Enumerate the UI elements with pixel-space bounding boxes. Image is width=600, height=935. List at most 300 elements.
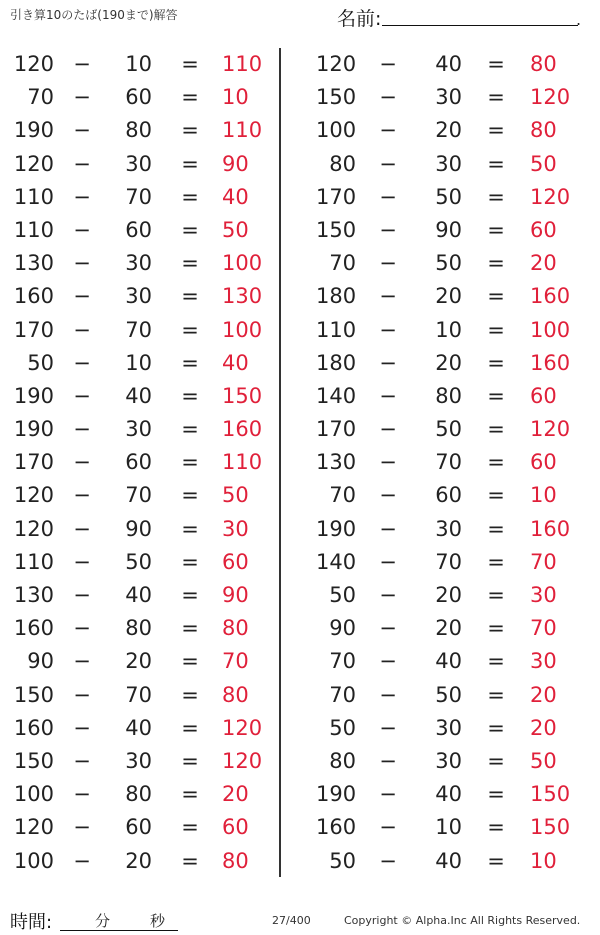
minuend: 120 [13, 815, 54, 840]
problem-row [0, 280, 279, 313]
subtrahend: 80 [435, 383, 462, 408]
minus-sign: − [73, 848, 91, 873]
minuend: 70 [329, 483, 356, 508]
answer: 160 [530, 350, 571, 375]
problem-row [0, 579, 279, 612]
subtrahend: 30 [435, 516, 462, 541]
minus-sign: − [73, 350, 91, 375]
answer: 60 [530, 450, 557, 475]
problem-row [282, 579, 600, 612]
subtrahend: 30 [125, 251, 152, 276]
subtrahend: 40 [125, 583, 152, 607]
equals-sign: = [487, 52, 505, 76]
equals-sign: = [181, 317, 199, 342]
subtrahend: 30 [125, 748, 152, 773]
answer: 80 [530, 52, 557, 76]
problem-row [0, 845, 279, 878]
problem-row [0, 745, 279, 778]
problem-row [0, 181, 279, 214]
answer: 60 [530, 217, 557, 242]
equals-sign: = [487, 151, 505, 176]
minus-sign: − [73, 583, 91, 607]
equals-sign: = [181, 350, 199, 375]
minuend: 170 [316, 184, 357, 209]
minus-sign: − [73, 815, 91, 840]
name-line [382, 25, 578, 26]
minuend: 130 [13, 583, 54, 607]
answer: 150 [222, 383, 263, 408]
subtrahend: 20 [435, 118, 462, 143]
answer: 150 [530, 782, 571, 807]
equals-sign: = [487, 682, 505, 707]
subtrahend: 50 [435, 251, 462, 276]
minuend: 120 [13, 516, 54, 541]
answer: 120 [222, 748, 263, 773]
subtrahend: 70 [125, 317, 152, 342]
subtrahend: 40 [435, 848, 462, 873]
problem-row [0, 347, 279, 380]
minus-sign: − [379, 748, 397, 773]
minus-sign: − [379, 450, 397, 475]
answer: 10 [530, 483, 557, 508]
subtrahend: 10 [125, 350, 152, 375]
equals-sign: = [181, 549, 199, 574]
minus-sign: − [73, 251, 91, 276]
minuend: 150 [13, 682, 54, 707]
minuend: 160 [13, 616, 54, 641]
subtrahend: 10 [435, 815, 462, 840]
minus-sign: − [73, 52, 91, 76]
equals-sign: = [487, 815, 505, 840]
minuend: 50 [329, 583, 356, 607]
problem-row [0, 413, 279, 446]
problem-row [282, 679, 600, 712]
name-line-dot: . [576, 10, 582, 29]
equals-sign: = [487, 450, 505, 475]
footer [0, 908, 600, 935]
problem-row [0, 48, 279, 81]
minus-sign: − [73, 516, 91, 541]
answer: 90 [222, 151, 249, 176]
problem-row [0, 778, 279, 811]
problem-row [282, 148, 600, 181]
problem-row [282, 745, 600, 778]
subtrahend: 20 [435, 583, 462, 607]
problem-row [0, 214, 279, 247]
problem-row [0, 546, 279, 579]
subtrahend: 70 [435, 450, 462, 475]
equals-sign: = [181, 516, 199, 541]
equals-sign: = [487, 848, 505, 873]
answer: 20 [530, 682, 557, 707]
subtrahend: 10 [435, 317, 462, 342]
subtrahend: 70 [435, 549, 462, 574]
minuend: 180 [316, 350, 357, 375]
problem-row [282, 778, 600, 811]
problem-row [0, 811, 279, 844]
answer: 150 [530, 815, 571, 840]
minus-sign: − [379, 251, 397, 276]
minuend: 120 [13, 52, 54, 76]
equals-sign: = [181, 217, 199, 242]
problem-row [282, 48, 600, 81]
problem-row [0, 612, 279, 645]
subtrahend: 40 [435, 649, 462, 674]
answer: 100 [222, 317, 263, 342]
minuend: 130 [316, 450, 357, 475]
minus-sign: − [379, 417, 397, 442]
equals-sign: = [487, 715, 505, 740]
minuend: 130 [13, 251, 54, 276]
minus-sign: − [73, 682, 91, 707]
answer: 110 [222, 52, 263, 76]
equals-sign: = [181, 748, 199, 773]
equals-sign: = [181, 383, 199, 408]
answer: 70 [222, 649, 249, 674]
problem-row [282, 114, 600, 147]
minuend: 150 [13, 748, 54, 773]
minus-sign: − [73, 85, 91, 110]
minus-sign: − [73, 483, 91, 508]
equals-sign: = [487, 483, 505, 508]
answer: 160 [530, 284, 571, 309]
name-label: 名前: [337, 8, 382, 30]
equals-sign: = [487, 251, 505, 276]
problem-row [282, 413, 600, 446]
equals-sign: = [181, 483, 199, 508]
minus-sign: − [379, 848, 397, 873]
subtrahend: 80 [125, 616, 152, 641]
answer: 120 [530, 184, 571, 209]
subtrahend: 20 [435, 616, 462, 641]
copyright: Copyright © Alpha.Inc All Rights Reserved. [344, 914, 581, 927]
equals-sign: = [487, 184, 505, 209]
problem-row [0, 645, 279, 678]
subtrahend: 20 [125, 649, 152, 674]
minus-sign: − [379, 284, 397, 309]
equals-sign: = [487, 284, 505, 309]
answer: 20 [530, 251, 557, 276]
answer: 60 [530, 383, 557, 408]
equals-sign: = [487, 118, 505, 143]
minus-sign: − [379, 516, 397, 541]
minuend: 110 [13, 549, 54, 574]
minus-sign: − [379, 682, 397, 707]
minuend: 190 [316, 782, 357, 807]
minuend: 160 [13, 284, 54, 309]
minuend: 70 [329, 251, 356, 276]
answer: 50 [530, 151, 557, 176]
minuend: 110 [316, 317, 357, 342]
equals-sign: = [487, 649, 505, 674]
minus-sign: − [379, 52, 397, 76]
answer: 20 [530, 715, 557, 740]
minuend: 150 [316, 217, 357, 242]
equals-sign: = [487, 583, 505, 607]
equals-sign: = [487, 516, 505, 541]
minus-sign: − [73, 782, 91, 807]
subtrahend: 60 [125, 85, 152, 110]
equals-sign: = [181, 649, 199, 674]
problem-row [282, 446, 600, 479]
problem-row [282, 612, 600, 645]
subtrahend: 50 [435, 184, 462, 209]
answer: 70 [530, 549, 557, 574]
answer: 130 [222, 284, 263, 309]
column-right [282, 48, 600, 878]
equals-sign: = [181, 85, 199, 110]
equals-sign: = [181, 815, 199, 840]
minus-sign: − [379, 317, 397, 342]
subtrahend: 30 [125, 151, 152, 176]
page-number: 27/400 [272, 914, 311, 927]
answer: 110 [222, 118, 263, 143]
minus-sign: − [73, 549, 91, 574]
subtrahend: 40 [435, 782, 462, 807]
subtrahend: 80 [125, 782, 152, 807]
subtrahend: 20 [435, 350, 462, 375]
minus-sign: − [73, 715, 91, 740]
minus-sign: − [73, 217, 91, 242]
minuend: 50 [27, 350, 54, 375]
equals-sign: = [181, 616, 199, 641]
equals-sign: = [487, 383, 505, 408]
answer: 100 [530, 317, 571, 342]
subtrahend: 30 [435, 85, 462, 110]
minuend: 190 [13, 118, 54, 143]
problem-row [282, 214, 600, 247]
answer: 80 [222, 848, 249, 873]
equals-sign: = [487, 317, 505, 342]
equals-sign: = [487, 217, 505, 242]
minuend: 70 [329, 682, 356, 707]
problem-row [282, 546, 600, 579]
equals-sign: = [181, 151, 199, 176]
minus-sign: − [73, 284, 91, 309]
minuend: 150 [316, 85, 357, 110]
minuend: 190 [13, 417, 54, 442]
equals-sign: = [487, 85, 505, 110]
minus-sign: − [73, 317, 91, 342]
subtrahend: 30 [435, 748, 462, 773]
minus-sign: − [379, 649, 397, 674]
subtrahend: 40 [435, 52, 462, 76]
minus-sign: − [73, 184, 91, 209]
subtrahend: 50 [435, 417, 462, 442]
problem-row [0, 380, 279, 413]
problem-row [0, 479, 279, 512]
minuend: 190 [316, 516, 357, 541]
answer: 50 [530, 748, 557, 773]
minus-sign: − [73, 748, 91, 773]
answer: 160 [530, 516, 571, 541]
minuend: 170 [13, 317, 54, 342]
subtrahend: 90 [125, 516, 152, 541]
minuend: 110 [13, 217, 54, 242]
minus-sign: − [379, 184, 397, 209]
subtrahend: 60 [125, 815, 152, 840]
answer: 110 [222, 450, 263, 475]
answer: 120 [530, 417, 571, 442]
equals-sign: = [181, 782, 199, 807]
answer: 70 [530, 616, 557, 641]
answer: 40 [222, 184, 249, 209]
problem-row [282, 479, 600, 512]
answer: 100 [222, 251, 263, 276]
minuend: 80 [329, 151, 356, 176]
minuend: 170 [316, 417, 357, 442]
worksheet-title: 引き算10のたば(190まで)解答 [10, 8, 178, 22]
equals-sign: = [181, 583, 199, 607]
minuend: 160 [13, 715, 54, 740]
problem-row [282, 712, 600, 745]
answer: 60 [222, 815, 249, 840]
minus-sign: − [379, 549, 397, 574]
equals-sign: = [487, 616, 505, 641]
equals-sign: = [487, 748, 505, 773]
minuend: 90 [329, 616, 356, 641]
minuend: 110 [13, 184, 54, 209]
answer: 60 [222, 549, 249, 574]
subtrahend: 90 [435, 217, 462, 242]
minuend: 120 [13, 151, 54, 176]
minus-sign: − [379, 85, 397, 110]
problem-row [282, 280, 600, 313]
problem-row [0, 247, 279, 280]
minus-sign: − [379, 483, 397, 508]
minus-sign: − [379, 151, 397, 176]
minus-sign: − [73, 151, 91, 176]
minuend: 100 [316, 118, 357, 143]
equals-sign: = [487, 350, 505, 375]
minus-sign: − [379, 715, 397, 740]
minuend: 70 [329, 649, 356, 674]
equals-sign: = [181, 682, 199, 707]
subtrahend: 20 [435, 284, 462, 309]
problem-row [282, 811, 600, 844]
problem-row [0, 513, 279, 546]
minus-sign: − [379, 383, 397, 408]
answer: 80 [222, 682, 249, 707]
problem-row [0, 81, 279, 114]
answer: 20 [222, 782, 249, 807]
problem-row [0, 148, 279, 181]
answer: 30 [530, 583, 557, 607]
minuend: 140 [316, 383, 357, 408]
subtrahend: 30 [435, 151, 462, 176]
answer: 120 [530, 85, 571, 110]
problem-row [282, 314, 600, 347]
answer: 10 [222, 85, 249, 110]
minus-sign: − [379, 118, 397, 143]
subtrahend: 50 [435, 682, 462, 707]
equals-sign: = [181, 118, 199, 143]
subtrahend: 60 [125, 217, 152, 242]
subtrahend: 60 [125, 450, 152, 475]
minus-sign: − [379, 616, 397, 641]
answer: 30 [222, 516, 249, 541]
subtrahend: 70 [125, 682, 152, 707]
equals-sign: = [487, 549, 505, 574]
minuend: 120 [13, 483, 54, 508]
problem-row [282, 347, 600, 380]
column-left [0, 48, 279, 878]
subtrahend: 30 [125, 417, 152, 442]
minus-sign: − [379, 815, 397, 840]
equals-sign: = [181, 284, 199, 309]
equals-sign: = [181, 417, 199, 442]
minuend: 180 [316, 284, 357, 309]
problem-row [282, 845, 600, 878]
answer: 50 [222, 483, 249, 508]
minus-sign: − [379, 782, 397, 807]
subtrahend: 70 [125, 184, 152, 209]
answer: 120 [222, 715, 263, 740]
problem-row [282, 247, 600, 280]
subtrahend: 30 [435, 715, 462, 740]
problem-row [282, 645, 600, 678]
subtrahend: 80 [125, 118, 152, 143]
minuend: 50 [329, 848, 356, 873]
time-label: 時間: [10, 912, 53, 933]
minus-sign: − [73, 616, 91, 641]
answer: 10 [530, 848, 557, 873]
minus-sign: − [73, 118, 91, 143]
minuend: 80 [329, 748, 356, 773]
answer: 90 [222, 583, 249, 607]
minus-sign: − [73, 450, 91, 475]
subtrahend: 40 [125, 383, 152, 408]
problem-row [0, 679, 279, 712]
seconds-unit: 秒 [150, 912, 166, 930]
minuend: 160 [316, 815, 357, 840]
minuend: 50 [329, 715, 356, 740]
minuend: 120 [316, 52, 357, 76]
answer: 40 [222, 350, 249, 375]
problem-row [0, 446, 279, 479]
equals-sign: = [181, 251, 199, 276]
problem-row [282, 181, 600, 214]
minus-sign: − [379, 583, 397, 607]
problem-row [0, 114, 279, 147]
problem-row [0, 712, 279, 745]
answer: 50 [222, 217, 249, 242]
minuend: 100 [13, 782, 54, 807]
minus-sign: − [379, 350, 397, 375]
answer: 30 [530, 649, 557, 674]
problem-row [0, 314, 279, 347]
answer: 80 [530, 118, 557, 143]
subtrahend: 20 [125, 848, 152, 873]
minus-sign: − [73, 383, 91, 408]
equals-sign: = [487, 417, 505, 442]
subtrahend: 30 [125, 284, 152, 309]
equals-sign: = [181, 848, 199, 873]
equals-sign: = [487, 782, 505, 807]
column-divider [279, 48, 281, 877]
subtrahend: 60 [435, 483, 462, 508]
answer: 160 [222, 417, 263, 442]
answer: 80 [222, 616, 249, 641]
minus-sign: − [379, 217, 397, 242]
minus-sign: − [73, 649, 91, 674]
equals-sign: = [181, 52, 199, 76]
subtrahend: 10 [125, 52, 152, 76]
subtrahend: 50 [125, 549, 152, 574]
minuend: 140 [316, 549, 357, 574]
problem-row [282, 81, 600, 114]
minuend: 170 [13, 450, 54, 475]
